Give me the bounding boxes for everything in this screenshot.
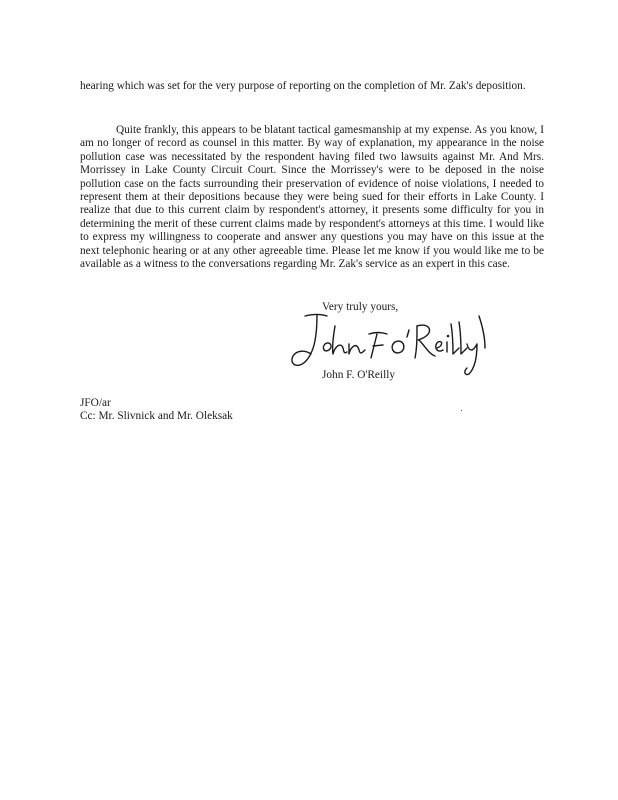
letter-paragraph: hearing which was set for the very purpose of reporting on the completion of Mr. Zak's deposition. [80,80,526,92]
reference-initials: JFO/ar [80,397,111,409]
signatory-name: John F. O'Reilly [322,369,395,381]
carbon-copy-line: Cc: Mr. Slivnick and Mr. Oleksak [80,410,233,422]
letter-closing: Very truly yours, [322,301,399,313]
letter-paragraph: Quite frankly, this appears to be blatant tactical gamesmanship at my expense. As you know, I am no longer of record as counsel in this matter. By way of explanation, my appearance in the noise pollution case was necessitated by the respondent having filed two lawsuits against Mr. And Mrs. Morrissey in Lake County Circuit Court. Since the Morrissey's were to be deposed in the noise pollution case on the facts surrounding their preservation of evidence of noise violations, I needed to represent them at their depositions because they were being sued for their efforts in Lake County. I realize that due to this current claim by respondent's attorney, it presents some difficulty for you in determining the merit of these current claims made by respondent's attorneys at this time. I would like to express my willingness to cooperate and answer any questions you may have on this issue at the next telephonic hearing or at any other agreeable time. Please let me know if you would like me to be available as a witness to the conversations regarding Mr. Zak's service as an expert in this case. [80,124,544,271]
scan-speck [461,410,462,411]
